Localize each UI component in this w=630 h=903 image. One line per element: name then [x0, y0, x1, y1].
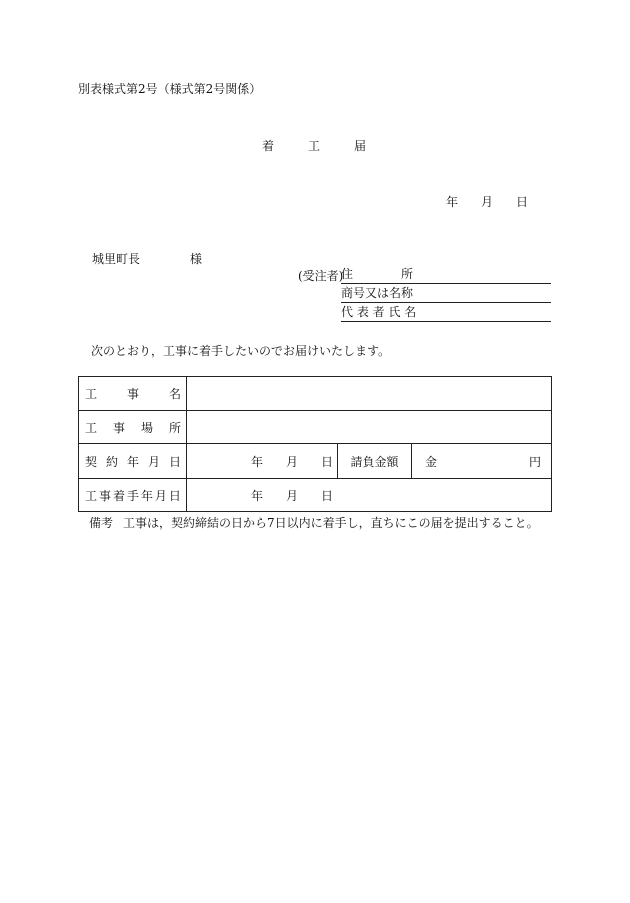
header-char: 工 [85, 488, 98, 503]
title-char: 工 [308, 139, 321, 153]
header-char: 月 [147, 454, 160, 469]
contract-date-header [79, 444, 187, 478]
contract-amount-header [338, 444, 412, 478]
title-char: 届 [354, 139, 367, 153]
start-day-unit: 日 [321, 488, 334, 503]
date-day-unit: 日 [516, 195, 529, 209]
header-char: 着 [112, 488, 125, 503]
company-name-label: 商号又は名称 [341, 286, 414, 300]
work-place-value[interactable] [187, 411, 551, 443]
contractor-label: (受注者) [298, 269, 344, 283]
start-date-value[interactable] [187, 479, 551, 511]
addressee [92, 250, 202, 267]
header-char: 契 [85, 454, 98, 469]
contract-day-unit: 日 [321, 454, 334, 469]
remarks [89, 514, 539, 531]
header-char: 名 [168, 387, 181, 401]
start-month-unit: 月 [286, 488, 299, 503]
contract-date-value[interactable] [187, 444, 338, 478]
header-char: 年 [126, 454, 139, 469]
company-name-field[interactable] [341, 284, 551, 303]
address-field[interactable] [341, 265, 551, 284]
remarks-label: 備考 [89, 516, 114, 530]
contract-amount-value[interactable] [412, 444, 551, 478]
header-char: 手 [126, 488, 139, 503]
submission-date [446, 193, 528, 210]
header-char: 事 [98, 488, 111, 503]
title-char: 着 [262, 139, 275, 153]
header-char: 年 [140, 488, 153, 503]
work-name-value[interactable] [187, 377, 551, 410]
header-char: 場 [140, 420, 153, 435]
remarks-text: 工事は，契約締結の日から7日以内に着手し，直ちにこの届を提出すること。 [123, 516, 539, 530]
contract-amount-label: 請負金額 [350, 454, 399, 469]
contract-year-unit: 年 [251, 454, 264, 469]
work-info-table [78, 376, 552, 512]
header-char: 工 [85, 387, 98, 401]
header-char: 約 [105, 454, 118, 469]
table-row-work-place [79, 411, 551, 444]
date-month-unit: 月 [481, 195, 494, 209]
form-number: 別表様式第2号（様式第2号関係） [78, 82, 262, 96]
addressee-name: 城里町長 [92, 252, 141, 266]
addressee-honorific: 様 [190, 252, 203, 266]
work-place-header [79, 411, 187, 443]
amount-suffix: 円 [528, 454, 541, 469]
date-year-unit: 年 [446, 195, 459, 209]
contract-month-unit: 月 [286, 454, 299, 469]
document-title [262, 137, 366, 154]
intro-text: 次のとおり，工事に着手したいのでお届けいたします。 [91, 344, 391, 358]
header-char: 事 [112, 420, 125, 435]
header-char: 日 [168, 488, 181, 503]
start-year-unit: 年 [251, 488, 264, 503]
address-label: 住 所 [341, 267, 414, 281]
table-row-work-name [79, 377, 551, 411]
work-name-header [79, 377, 187, 410]
table-row-contract [79, 444, 551, 479]
representative-name-field[interactable] [341, 303, 551, 322]
header-char: 所 [168, 420, 181, 435]
header-char: 日 [168, 454, 181, 469]
amount-prefix: 金 [425, 454, 438, 469]
representative-name-label: 代 表 者 氏 名 [341, 305, 417, 319]
header-char: 月 [154, 488, 167, 503]
header-char: 工 [85, 420, 98, 435]
table-row-start-date [79, 479, 551, 511]
header-char: 事 [126, 387, 139, 401]
start-date-header [79, 479, 187, 511]
